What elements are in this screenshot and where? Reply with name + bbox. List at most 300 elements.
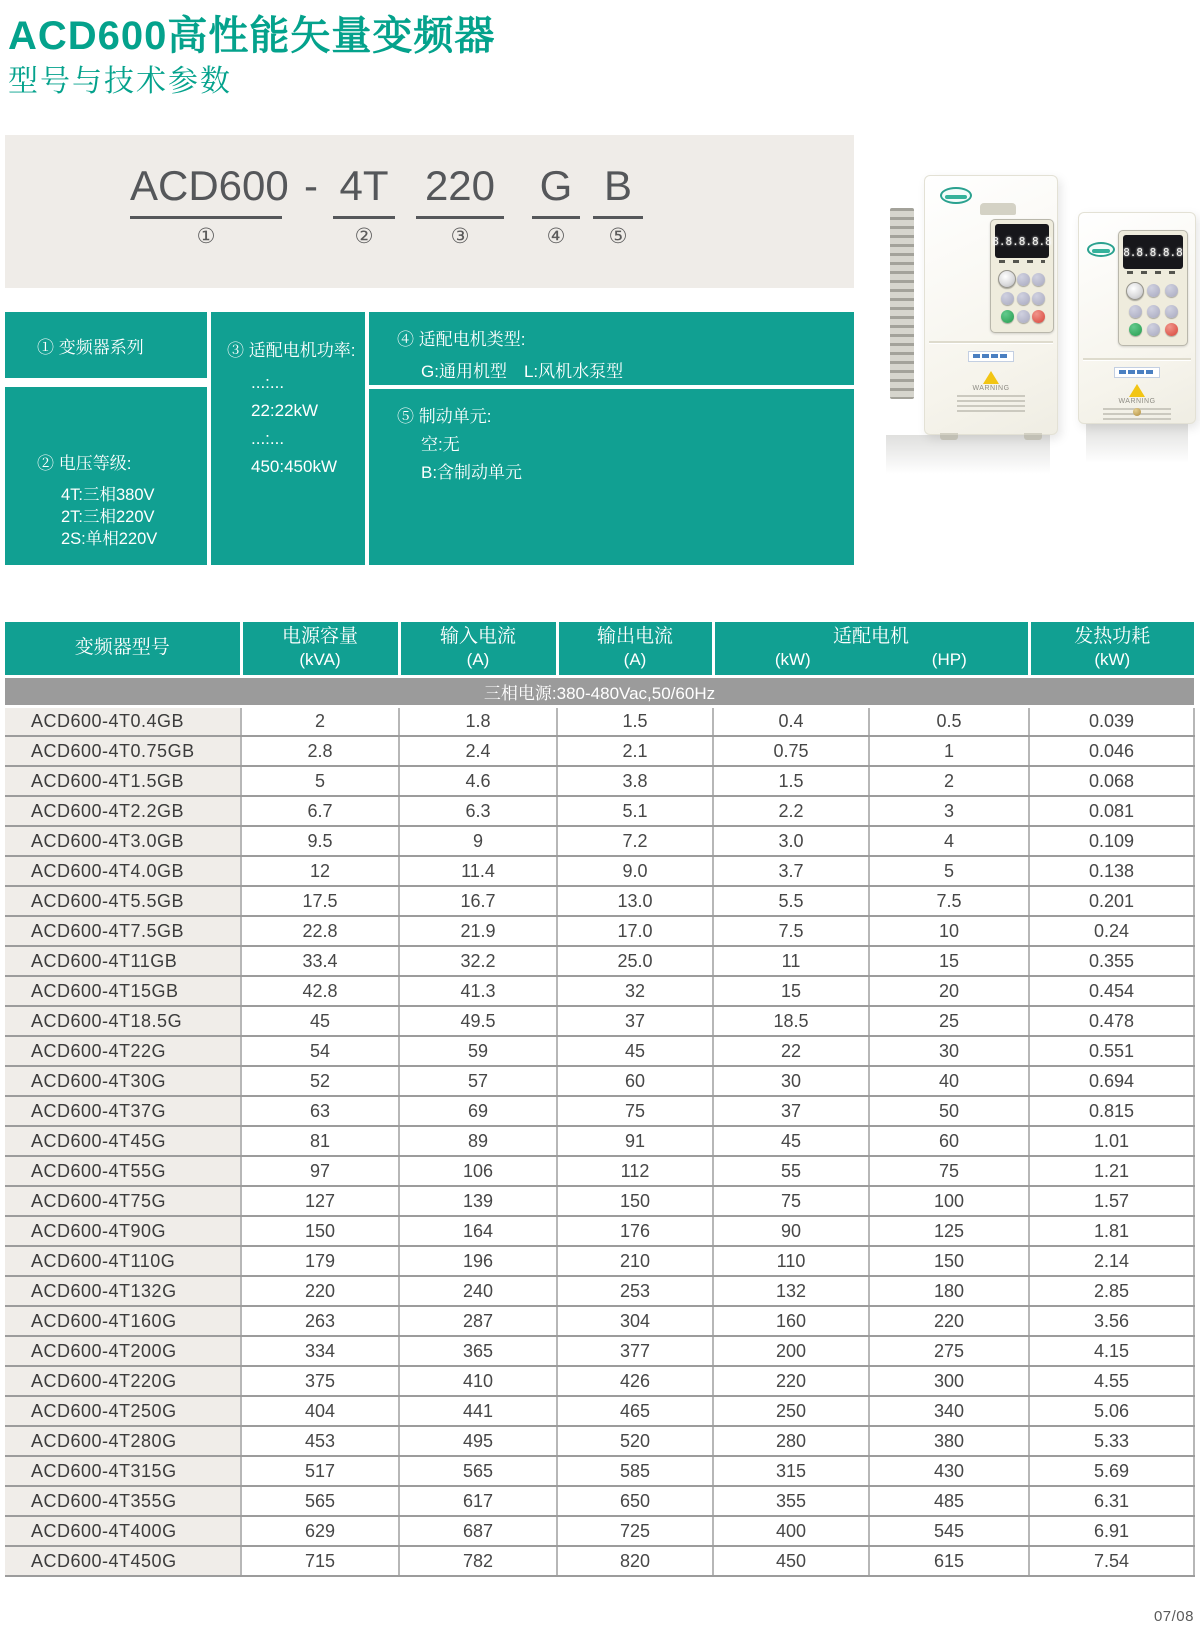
circled-number-3: ③ <box>450 225 470 248</box>
value-cell: 450 <box>713 1546 869 1576</box>
power-group-row <box>5 676 1194 706</box>
value-cell: 196 <box>399 1246 557 1276</box>
value-cell: 287 <box>399 1306 557 1336</box>
value-cell: 1.8 <box>399 706 557 736</box>
model-code-segment-voltage <box>333 163 395 249</box>
value-cell: 495 <box>399 1426 557 1456</box>
value-cell: 37 <box>557 1006 713 1036</box>
value-cell: 365 <box>399 1336 557 1366</box>
warning-triangle-icon <box>1129 384 1145 397</box>
model-cell: ACD600-4T30G <box>5 1066 241 1096</box>
vfd-keypad <box>990 219 1054 333</box>
table-row <box>5 1396 1194 1426</box>
value-cell: 17.5 <box>241 886 399 916</box>
value-cell: 0.815 <box>1029 1096 1194 1126</box>
value-cell: 545 <box>869 1516 1029 1546</box>
value-cell: 132 <box>713 1276 869 1306</box>
value-cell: 1.57 <box>1029 1186 1194 1216</box>
value-cell: 52 <box>241 1066 399 1096</box>
value-cell: 380 <box>869 1426 1029 1456</box>
value-cell: 176 <box>557 1216 713 1246</box>
table-row <box>5 976 1194 1006</box>
value-cell: 45 <box>241 1006 399 1036</box>
value-cell: 4.55 <box>1029 1366 1194 1396</box>
value-cell: 0.5 <box>869 706 1029 736</box>
vfd-body <box>924 175 1058 435</box>
value-cell: 250 <box>713 1396 869 1426</box>
table-header-row <box>5 622 1194 676</box>
keypad-button <box>1129 305 1142 318</box>
value-cell: 5.5 <box>713 886 869 916</box>
value-cell: 30 <box>713 1066 869 1096</box>
value-cell: 6.7 <box>241 796 399 826</box>
col-header-capacity: 电源容量 (kVA) <box>241 622 399 676</box>
value-cell: 81 <box>241 1126 399 1156</box>
table-row <box>5 1426 1194 1456</box>
legend-title: ① 变频器系列 <box>37 337 144 357</box>
value-cell: 220 <box>869 1306 1029 1336</box>
value-cell: 60 <box>869 1126 1029 1156</box>
value-cell: 7.2 <box>557 826 713 856</box>
legend-title: ⑤ 制动单元: <box>397 407 492 426</box>
table-row <box>5 1486 1194 1516</box>
model-code-segment-type <box>532 163 580 249</box>
legend-motor-type-box <box>369 312 854 385</box>
value-cell: 42.8 <box>241 976 399 1006</box>
table-row <box>5 916 1194 946</box>
value-cell: 150 <box>869 1246 1029 1276</box>
value-cell: 54 <box>241 1036 399 1066</box>
value-cell: 0.039 <box>1029 706 1194 736</box>
value-cell: 565 <box>241 1486 399 1516</box>
keypad-buttons <box>998 268 1046 325</box>
value-cell: 3.8 <box>557 766 713 796</box>
value-cell: 210 <box>557 1246 713 1276</box>
table-row <box>5 1036 1194 1066</box>
legend-title: ② 电压等级: <box>37 454 132 473</box>
value-cell: 15 <box>713 976 869 1006</box>
legend-line: 2T:三相220V <box>61 508 155 526</box>
model-cell: ACD600-4T315G <box>5 1456 241 1486</box>
value-cell: 2.4 <box>399 736 557 766</box>
model-code-segment-power <box>416 163 504 249</box>
legend-line: 2S:单相220V <box>61 530 158 548</box>
value-cell: 21.9 <box>399 916 557 946</box>
value-cell: 97 <box>241 1156 399 1186</box>
value-cell: 453 <box>241 1426 399 1456</box>
page-subtitle: 型号与技术参数 <box>8 65 232 98</box>
table-row <box>5 1246 1194 1276</box>
legend-brake-box <box>369 389 854 565</box>
unit-hp: (HP) <box>931 650 967 670</box>
model-cell: ACD600-4T55G <box>5 1156 241 1186</box>
table-row <box>5 1546 1194 1576</box>
value-cell: 33.4 <box>241 946 399 976</box>
circled-number-1: ① <box>196 225 216 248</box>
value-cell: 615 <box>869 1546 1029 1576</box>
value-cell: 59 <box>399 1036 557 1066</box>
value-cell: 25 <box>869 1006 1029 1036</box>
model-cell: ACD600-4T0.75GB <box>5 736 241 766</box>
value-cell: 0.694 <box>1029 1066 1194 1096</box>
table-row <box>5 1156 1194 1186</box>
legend-line: 450:450kW <box>251 457 337 476</box>
value-cell: 1.01 <box>1029 1126 1194 1156</box>
model-code-text: ACD600 <box>130 163 282 219</box>
value-cell: 1.5 <box>557 706 713 736</box>
keypad-button <box>1017 273 1030 286</box>
keypad-button <box>1032 273 1045 286</box>
value-cell: 465 <box>557 1396 713 1426</box>
value-cell: 4.15 <box>1029 1336 1194 1366</box>
table-row <box>5 1126 1194 1156</box>
value-cell: 5 <box>869 856 1029 886</box>
model-code-text: 4T <box>333 163 395 219</box>
page-number: 07/08 <box>1153 1608 1194 1625</box>
model-cell: ACD600-4T90G <box>5 1216 241 1246</box>
legend-line: G:通用机型 L:风机水泵型 <box>421 362 624 381</box>
value-cell: 45 <box>713 1126 869 1156</box>
panel-seam <box>929 341 1053 343</box>
value-cell: 150 <box>241 1216 399 1246</box>
value-cell: 280 <box>713 1426 869 1456</box>
value-cell: 11 <box>713 946 869 976</box>
model-cell: ACD600-4T200G <box>5 1336 241 1366</box>
value-cell: 139 <box>399 1186 557 1216</box>
table-row <box>5 796 1194 826</box>
table-row <box>5 706 1194 736</box>
value-cell: 110 <box>713 1246 869 1276</box>
legend-voltage-box <box>5 387 207 565</box>
model-cell: ACD600-4T5.5GB <box>5 886 241 916</box>
power-group-label: 三相电源:380-480Vac,50/60Hz <box>5 676 1194 706</box>
value-cell: 12 <box>241 856 399 886</box>
keypad-button <box>1017 310 1030 323</box>
value-cell: 9.0 <box>557 856 713 886</box>
value-cell: 0.068 <box>1029 766 1194 796</box>
model-cell: ACD600-4T1.5GB <box>5 766 241 796</box>
value-cell: 57 <box>399 1066 557 1096</box>
value-cell: 50 <box>869 1096 1029 1126</box>
table-row <box>5 1216 1194 1246</box>
value-cell: 715 <box>241 1546 399 1576</box>
model-code-text: 220 <box>416 163 504 219</box>
value-cell: 0.75 <box>713 736 869 766</box>
value-cell: 32.2 <box>399 946 557 976</box>
value-cell: 441 <box>399 1396 557 1426</box>
value-cell: 41.3 <box>399 976 557 1006</box>
model-code-dash <box>297 163 325 216</box>
value-cell: 180 <box>869 1276 1029 1306</box>
indicator-strip <box>999 260 1045 263</box>
legend-title: ③ 适配电机功率: <box>227 341 356 360</box>
value-cell: 315 <box>713 1456 869 1486</box>
value-cell: 127 <box>241 1186 399 1216</box>
table-row <box>5 1276 1194 1306</box>
keypad-button <box>1147 284 1160 297</box>
table-row <box>5 1456 1194 1486</box>
value-cell: 0.109 <box>1029 826 1194 856</box>
led-display: 8.8.8.8.8 <box>1123 235 1183 269</box>
table-row <box>5 826 1194 856</box>
model-code-text: B <box>593 163 643 219</box>
vent-slots <box>890 208 914 399</box>
value-cell: 30 <box>869 1036 1029 1066</box>
value-cell: 0.478 <box>1029 1006 1194 1036</box>
table-row <box>5 1066 1194 1096</box>
value-cell: 585 <box>557 1456 713 1486</box>
value-cell: 430 <box>869 1456 1029 1486</box>
model-cell: ACD600-4T11GB <box>5 946 241 976</box>
model-code-segment-brake <box>593 163 643 249</box>
value-cell: 9 <box>399 826 557 856</box>
col-header-motor: 适配电机 (kW) (HP) <box>713 622 1029 676</box>
col-header-output-current: 输出电流 (A) <box>557 622 713 676</box>
value-cell: 3 <box>869 796 1029 826</box>
table-row <box>5 856 1194 886</box>
value-cell: 0.046 <box>1029 736 1194 766</box>
model-cell: ACD600-4T450G <box>5 1546 241 1576</box>
value-cell: 32 <box>557 976 713 1006</box>
model-cell: ACD600-4T220G <box>5 1366 241 1396</box>
table-row <box>5 1186 1194 1216</box>
value-cell: 7.5 <box>869 886 1029 916</box>
model-cell: ACD600-4T18.5G <box>5 1006 241 1036</box>
value-cell: 89 <box>399 1126 557 1156</box>
table-row <box>5 766 1194 796</box>
value-cell: 1 <box>869 736 1029 766</box>
value-cell: 2 <box>869 766 1029 796</box>
table-row <box>5 1306 1194 1336</box>
value-cell: 63 <box>241 1096 399 1126</box>
value-cell: 112 <box>557 1156 713 1186</box>
warning-fine-print <box>954 395 1028 412</box>
value-cell: 687 <box>399 1516 557 1546</box>
vfd-inverter-large <box>878 175 1058 435</box>
value-cell: 9.5 <box>241 826 399 856</box>
value-cell: 355 <box>713 1486 869 1516</box>
brand-logo <box>1087 242 1115 257</box>
value-cell: 20 <box>869 976 1029 1006</box>
model-cell: ACD600-4T7.5GB <box>5 916 241 946</box>
keypad-button <box>1147 323 1160 336</box>
value-cell: 2.85 <box>1029 1276 1194 1306</box>
keypad-button <box>1017 292 1030 305</box>
value-cell: 49.5 <box>399 1006 557 1036</box>
value-cell: 263 <box>241 1306 399 1336</box>
table-row <box>5 736 1194 766</box>
model-cell: ACD600-4T0.4GB <box>5 706 241 736</box>
model-cell: ACD600-4T400G <box>5 1516 241 1546</box>
table-row <box>5 1516 1194 1546</box>
value-cell: 404 <box>241 1396 399 1426</box>
value-cell: 55 <box>713 1156 869 1186</box>
value-cell: 2.2 <box>713 796 869 826</box>
value-cell: 125 <box>869 1216 1029 1246</box>
model-cell: ACD600-4T37G <box>5 1096 241 1126</box>
value-cell: 253 <box>557 1276 713 1306</box>
value-cell: 5 <box>241 766 399 796</box>
value-cell: 0.081 <box>1029 796 1194 826</box>
table-row <box>5 1096 1194 1126</box>
value-cell: 820 <box>557 1546 713 1576</box>
value-cell: 5.06 <box>1029 1396 1194 1426</box>
value-cell: 22.8 <box>241 916 399 946</box>
legend-title: ④ 适配电机类型: <box>397 330 526 349</box>
freq-knob <box>1126 282 1144 300</box>
table-body <box>5 706 1194 1576</box>
reflection <box>1086 424 1188 470</box>
vfd-inverter-small <box>1078 212 1196 424</box>
value-cell: 75 <box>557 1096 713 1126</box>
value-cell: 90 <box>713 1216 869 1246</box>
value-cell: 106 <box>399 1156 557 1186</box>
value-cell: 2.8 <box>241 736 399 766</box>
value-cell: 220 <box>713 1366 869 1396</box>
model-cell: ACD600-4T160G <box>5 1306 241 1336</box>
value-cell: 275 <box>869 1336 1029 1366</box>
run-button <box>1129 323 1142 336</box>
value-cell: 1.21 <box>1029 1156 1194 1186</box>
model-cell: ACD600-4T110G <box>5 1246 241 1276</box>
col-header-heat-loss: 发热功耗 (kW) <box>1029 622 1194 676</box>
value-cell: 725 <box>557 1516 713 1546</box>
model-cell: ACD600-4T15GB <box>5 976 241 1006</box>
value-cell: 0.24 <box>1029 916 1194 946</box>
value-cell: 0.4 <box>713 706 869 736</box>
legend-line: ...:... <box>251 429 285 448</box>
legend-motor-power-box <box>211 312 365 565</box>
table-row <box>5 1366 1194 1396</box>
value-cell: 2.14 <box>1029 1246 1194 1276</box>
model-cell: ACD600-4T22G <box>5 1036 241 1066</box>
panel-seam <box>1083 358 1191 360</box>
warning-label <box>954 371 1028 412</box>
value-cell: 179 <box>241 1246 399 1276</box>
stop-button <box>1165 323 1178 336</box>
value-cell: 0.201 <box>1029 886 1194 916</box>
table-row <box>5 1336 1194 1366</box>
legend-line: 22:22kW <box>251 401 319 420</box>
led-display: 8.8.8.8.8 <box>995 224 1049 258</box>
stop-button <box>1032 310 1045 323</box>
value-cell: 1.81 <box>1029 1216 1194 1246</box>
value-cell: 5.69 <box>1029 1456 1194 1486</box>
model-cell: ACD600-4T75G <box>5 1186 241 1216</box>
legend-series-box <box>5 312 207 378</box>
model-code-text: G <box>532 163 580 219</box>
value-cell: 91 <box>557 1126 713 1156</box>
value-cell: 2.1 <box>557 736 713 766</box>
model-code-panel <box>5 135 854 288</box>
keypad-button <box>1147 305 1160 318</box>
value-cell: 1.5 <box>713 766 869 796</box>
legend-line: 4T:三相380V <box>61 486 155 504</box>
value-cell: 340 <box>869 1396 1029 1426</box>
value-cell: 650 <box>557 1486 713 1516</box>
warning-text: WARNING <box>1118 398 1156 405</box>
mounting-clip <box>980 203 1016 215</box>
value-cell: 517 <box>241 1456 399 1486</box>
value-cell: 0.551 <box>1029 1036 1194 1066</box>
value-cell: 60 <box>557 1066 713 1096</box>
col-header-input-current: 输入电流 (A) <box>399 622 557 676</box>
keypad-button <box>1032 292 1045 305</box>
model-cell: ACD600-4T2.2GB <box>5 796 241 826</box>
brand-logo <box>940 187 972 204</box>
value-cell: 16.7 <box>399 886 557 916</box>
screw <box>1133 408 1141 416</box>
circled-number-4: ④ <box>546 225 566 248</box>
run-button <box>1001 310 1014 323</box>
value-cell: 220 <box>241 1276 399 1306</box>
value-cell: 304 <box>557 1306 713 1336</box>
value-cell: 164 <box>399 1216 557 1246</box>
page-title: ACD600高性能矢量变频器 <box>8 14 496 58</box>
indicator-strip <box>1127 271 1179 274</box>
value-cell: 0.355 <box>1029 946 1194 976</box>
model-cell: ACD600-4T45G <box>5 1126 241 1156</box>
model-code-text: - <box>304 162 318 209</box>
rating-label <box>968 351 1014 362</box>
table-row <box>5 886 1194 916</box>
vfd-side-panel <box>878 180 924 433</box>
value-cell: 520 <box>557 1426 713 1456</box>
value-cell: 240 <box>399 1276 557 1306</box>
vfd-body <box>1078 212 1196 424</box>
value-cell: 7.5 <box>713 916 869 946</box>
product-photo <box>856 130 1200 530</box>
value-cell: 426 <box>557 1366 713 1396</box>
legend-line: ...:... <box>251 373 285 392</box>
value-cell: 485 <box>869 1486 1029 1516</box>
col-header-model: 变频器型号 <box>5 622 241 676</box>
value-cell: 5.1 <box>557 796 713 826</box>
value-cell: 400 <box>713 1516 869 1546</box>
value-cell: 4.6 <box>399 766 557 796</box>
value-cell: 377 <box>557 1336 713 1366</box>
value-cell: 18.5 <box>713 1006 869 1036</box>
model-cell: ACD600-4T3.0GB <box>5 826 241 856</box>
legend-line: 空:无 <box>421 435 460 454</box>
value-cell: 782 <box>399 1546 557 1576</box>
value-cell: 69 <box>399 1096 557 1126</box>
value-cell: 617 <box>399 1486 557 1516</box>
reflection <box>886 435 1050 481</box>
model-cell: ACD600-4T280G <box>5 1426 241 1456</box>
value-cell: 334 <box>241 1336 399 1366</box>
rating-label <box>1114 367 1160 378</box>
model-cell: ACD600-4T250G <box>5 1396 241 1426</box>
value-cell: 6.3 <box>399 796 557 826</box>
value-cell: 375 <box>241 1366 399 1396</box>
value-cell: 45 <box>557 1036 713 1066</box>
legend-line: B:含制动单元 <box>421 463 523 482</box>
keypad-buttons <box>1126 279 1180 338</box>
value-cell: 25.0 <box>557 946 713 976</box>
value-cell: 3.7 <box>713 856 869 886</box>
warning-triangle-icon <box>983 371 999 384</box>
value-cell: 3.56 <box>1029 1306 1194 1336</box>
value-cell: 15 <box>869 946 1029 976</box>
freq-knob <box>998 270 1016 288</box>
keypad-button <box>1165 305 1178 318</box>
table-row <box>5 946 1194 976</box>
value-cell: 6.31 <box>1029 1486 1194 1516</box>
value-cell: 17.0 <box>557 916 713 946</box>
model-cell: ACD600-4T132G <box>5 1276 241 1306</box>
value-cell: 150 <box>557 1186 713 1216</box>
